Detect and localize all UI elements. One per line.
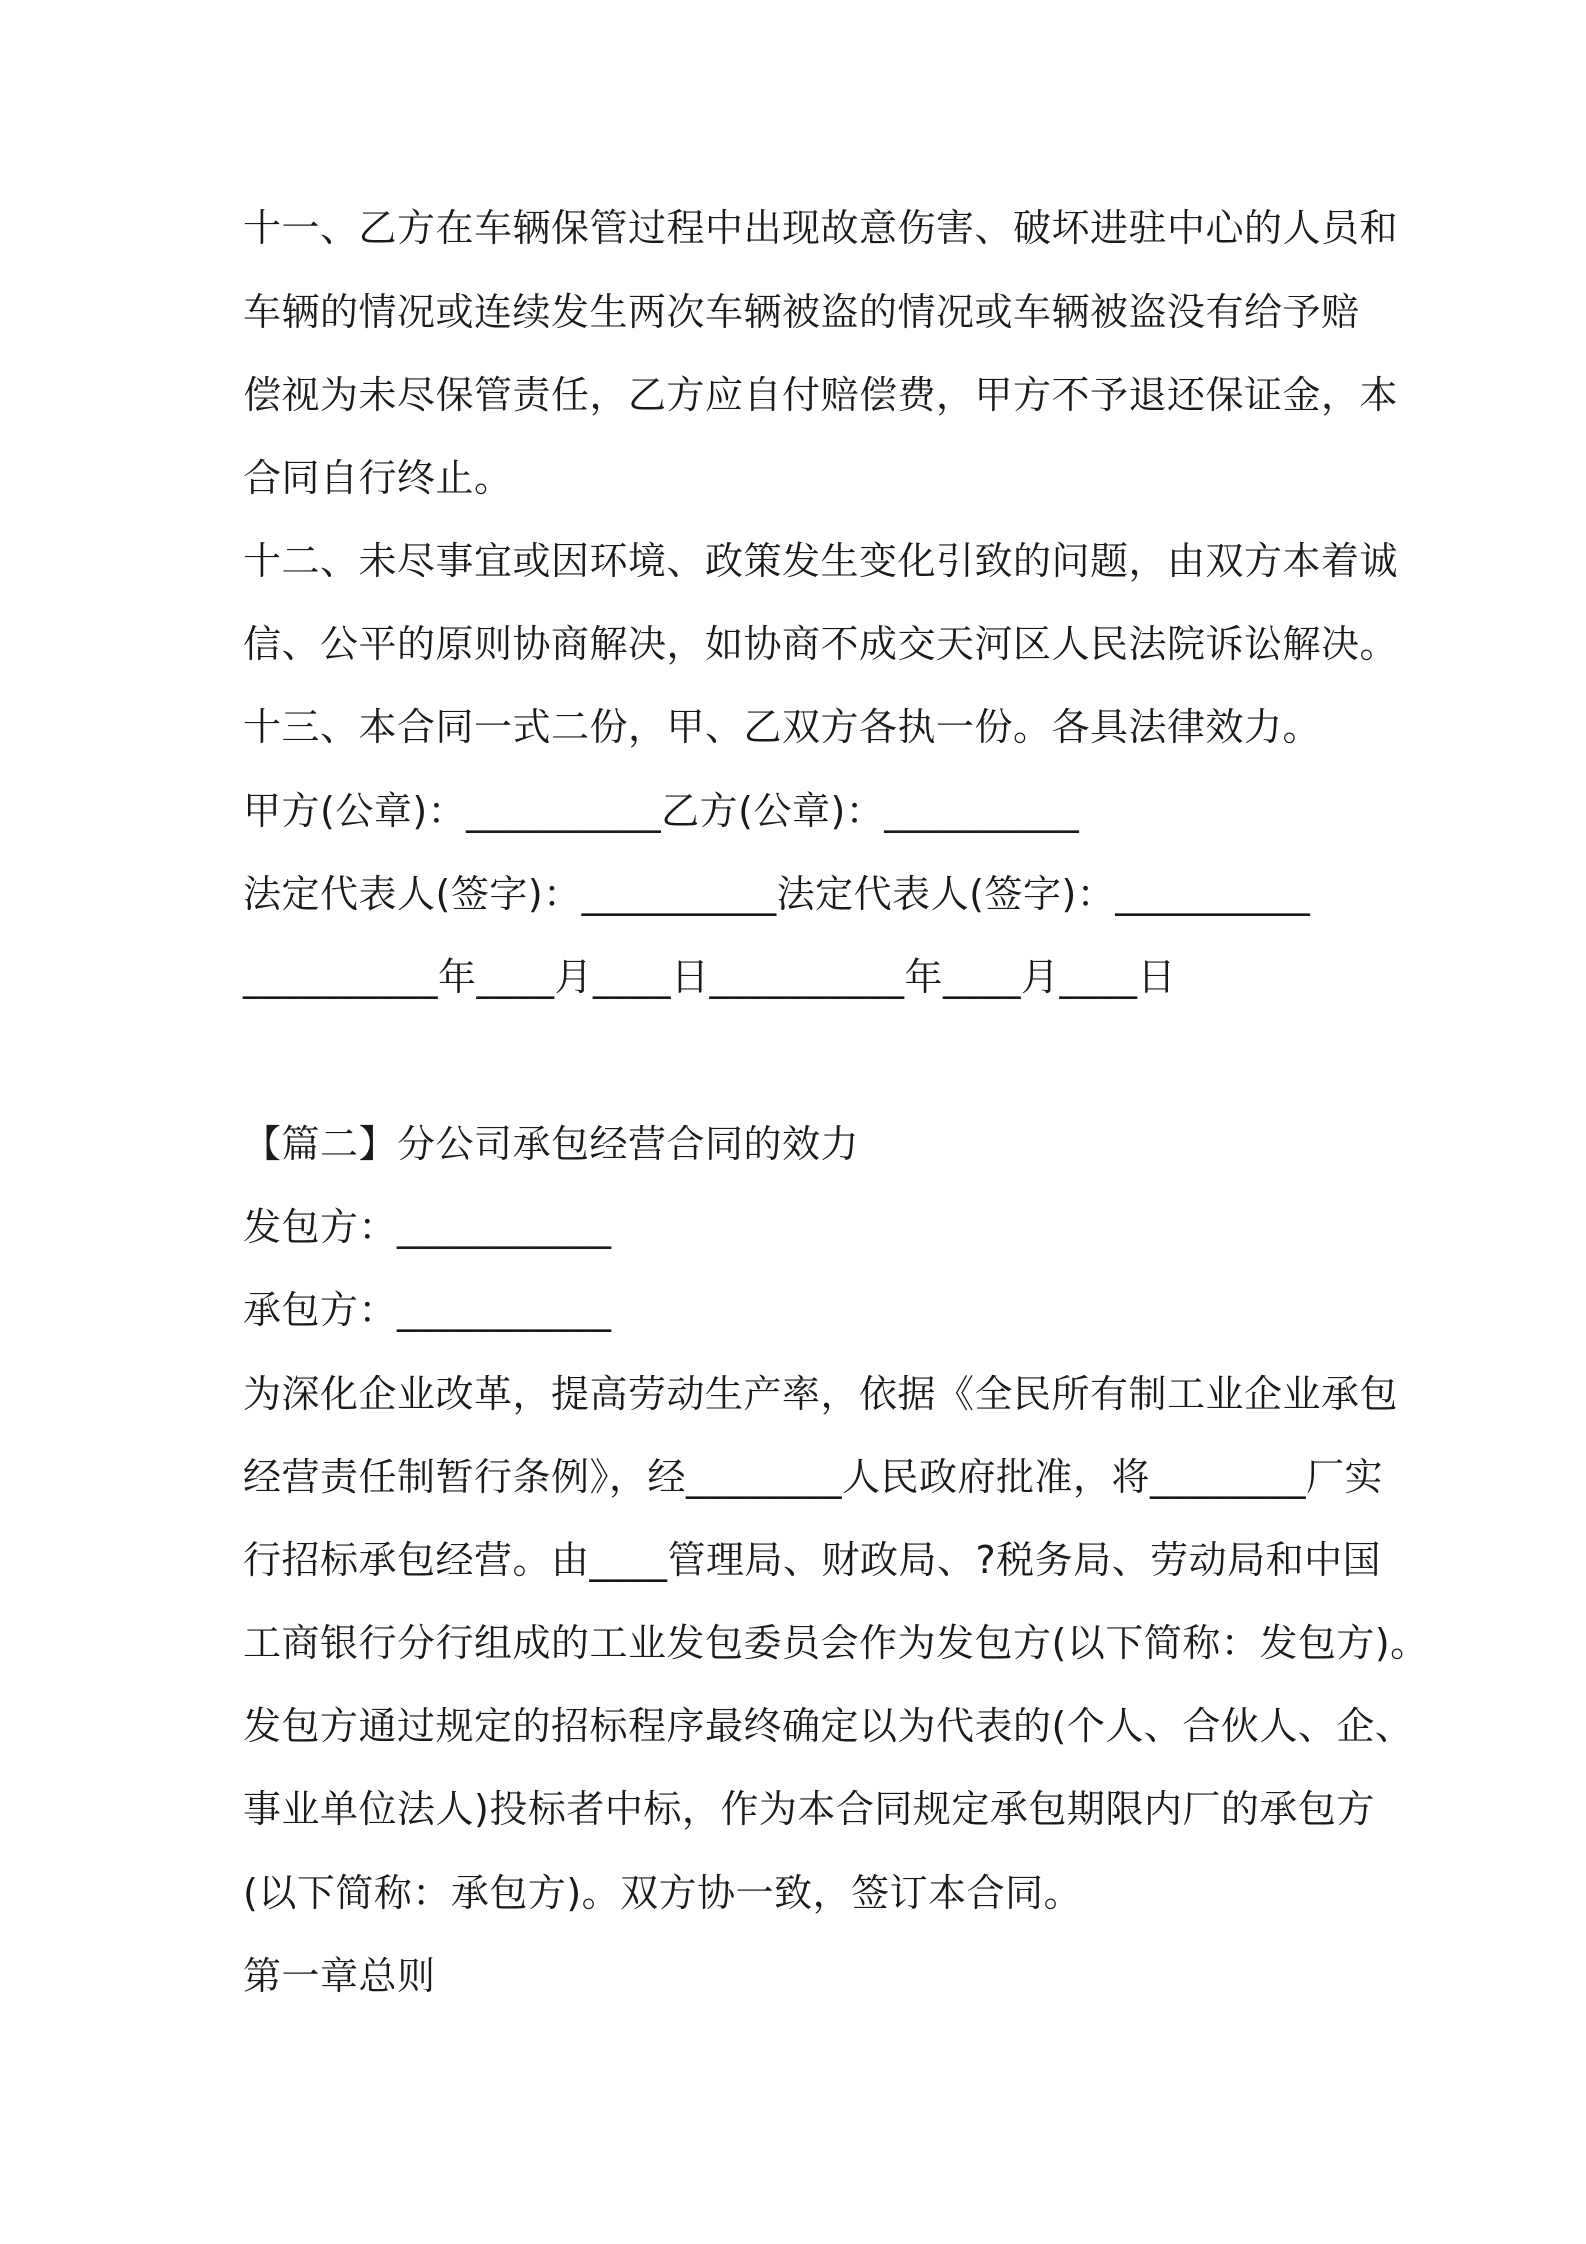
clause-11-line-1: 十一、乙方在车辆保管过程中出现故意伤害、破坏进驻中心的人员和 xyxy=(243,206,1399,250)
intro-line-6: 事业单位法人)投标者中标，作为本合同规定承包期限内厂的承包方 xyxy=(243,1787,1375,1831)
intro-line-7: (以下简称：承包方)。双方协一致，签订本合同。 xyxy=(243,1871,1083,1915)
intro-line-2: 经营责任制暂行条例》，经________人民政府批准，将________厂实 xyxy=(243,1455,1384,1499)
clause-11-line-4: 合同自行终止。 xyxy=(243,456,513,500)
chapter-heading: 第一章总则 xyxy=(243,1954,436,1998)
contractor-line: 承包方：___________ xyxy=(243,1288,612,1332)
clause-13-line: 十三、本合同一式二份，甲、乙双方各执一份。各具法律效力。 xyxy=(243,705,1322,749)
intro-line-3: 行招标承包经营。由____管理局、财政局、?税务局、劳动局和中国 xyxy=(243,1538,1382,1582)
seal-line: 甲方(公章)：__________乙方(公章)：__________ xyxy=(243,789,1080,833)
intro-line-4: 工商银行分行组成的工业发包委员会作为发包方(以下简称：发包方)。 xyxy=(243,1621,1429,1665)
clause-11-line-3: 偿视为未尽保管责任，乙方应自付赔偿费，甲方不予退还保证金，本 xyxy=(243,373,1399,417)
date-line: __________年____月____日__________年____月____日 xyxy=(243,955,1177,999)
clause-11-line-2: 车辆的情况或连续发生两次车辆被盗的情况或车辆被盗没有给予赔 xyxy=(243,290,1360,334)
intro-line-1: 为深化企业改革，提高劳动生产率，依据《全民所有制工业企业承包 xyxy=(243,1372,1399,1416)
clause-12-line-2: 信、公平的原则协商解决，如协商不成交天河区人民法院诉讼解决。 xyxy=(243,622,1399,666)
contractor-issuer-line: 发包方：___________ xyxy=(243,1205,612,1249)
section-heading: 【篇二】分公司承包经营合同的效力 xyxy=(243,1122,860,1166)
representative-signature-line: 法定代表人(签字)：__________法定代表人(签字)：__________ xyxy=(243,872,1311,916)
clause-12-line-1: 十二、未尽事宜或因环境、政策发生变化引致的问题，由双方本着诚 xyxy=(243,539,1399,583)
intro-line-5: 发包方通过规定的招标程序最终确定以为代表的(个人、合伙人、企、 xyxy=(243,1704,1414,1748)
